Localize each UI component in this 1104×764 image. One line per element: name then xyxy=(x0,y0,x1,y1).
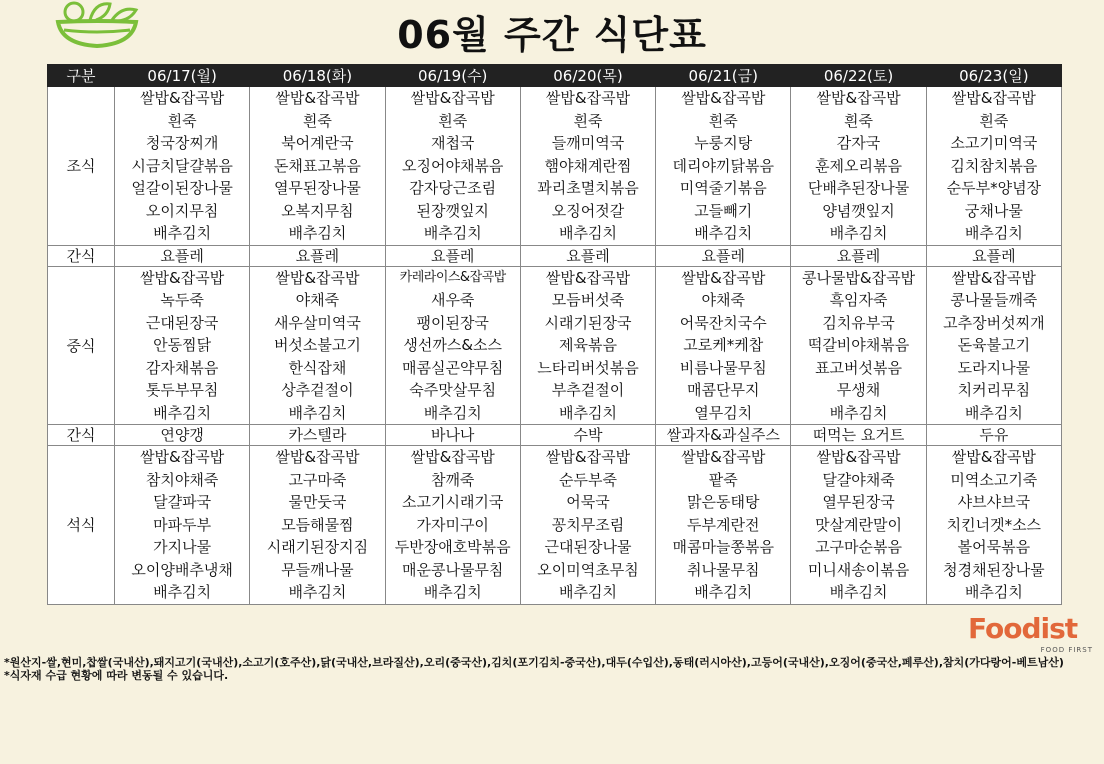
dish-item: 야채죽 xyxy=(295,291,340,309)
dish-item: 청국장찌개 xyxy=(145,134,219,152)
dish-item: 카레라이스&잡곡밥 xyxy=(399,269,506,285)
day-header: 06/19(수) xyxy=(385,65,520,87)
dish-item: 흰죽 xyxy=(438,111,468,130)
dish-item: 오징어야채볶음 xyxy=(401,156,504,175)
dish-item: 순두부*양념장 xyxy=(946,179,1042,197)
dish-item: 꽁치무조림 xyxy=(551,515,625,534)
dish-item: 흰죽 xyxy=(708,111,738,130)
dish-item: 순두부죽 xyxy=(559,470,617,489)
dish-item: 된장깻잎지 xyxy=(416,201,489,220)
dish-item: 누룽지탕 xyxy=(694,134,753,152)
dish-item: 맑은동태탕 xyxy=(687,493,760,511)
menu-cell xyxy=(926,446,1061,605)
menu-cell xyxy=(250,446,385,605)
menu-cell xyxy=(250,266,385,425)
dish-item: 김치참치볶음 xyxy=(950,156,1038,175)
dish-item: 오복지무침 xyxy=(281,201,354,220)
dish-item: 배추김치 xyxy=(694,583,753,601)
dish-item: 돈채표고볶음 xyxy=(273,156,361,175)
dish-item: 근대된장나물 xyxy=(544,538,632,556)
dish-item: 야채죽 xyxy=(701,291,745,309)
brand-name: Foodist xyxy=(968,612,1078,645)
dish-item: 쌀밥&잡곡밥 xyxy=(140,268,225,287)
dish-item: 샤브샤브국 xyxy=(957,493,1031,511)
dish-item: 배추김치 xyxy=(423,583,482,601)
dish-item: 배추김치 xyxy=(559,583,617,601)
dish-item: 배추김치 xyxy=(829,224,888,242)
dish-item: 치커리무침 xyxy=(957,381,1031,399)
dish-item: 데리야끼닭볶음 xyxy=(672,156,774,175)
dish-item: 쌀밥&잡곡밥 xyxy=(681,268,766,287)
dish-item: 안동찜닭 xyxy=(153,336,212,354)
dish-item: 오이지무침 xyxy=(145,201,219,220)
dish-item: 새우살미역국 xyxy=(273,313,361,332)
origin-note: *원산지-쌀,현미,찹쌀(국내산),돼지고기(국내산),소고기(호주산),닭(국내산,브라질산),오리(중국산),김치(포기김치-중국산),대두(수입산),동태(러시아산),고등어(국내산),오징어(중국산,페루산),참치(가다랑어-베트남산) xyxy=(4,656,1064,669)
dish-item: 쌀밥&잡곡밥 xyxy=(681,448,766,466)
dish-item: 흰죽 xyxy=(167,111,197,130)
dish-item: 감자당근조림 xyxy=(409,179,497,197)
dish-item: 매콤실곤약무침 xyxy=(401,358,504,377)
meal-label: 조식 xyxy=(48,87,115,246)
dish-item: 무생채 xyxy=(836,381,881,399)
dish-item: 근대된장국 xyxy=(145,313,219,332)
dish-item: 새우죽 xyxy=(430,291,475,309)
menu-cell xyxy=(791,87,926,246)
day-header: 06/18(화) xyxy=(250,65,385,87)
dish-item: 참깨죽 xyxy=(430,470,475,489)
dish-item: 녹두죽 xyxy=(160,291,204,309)
dish-item: 비름나물무침 xyxy=(679,358,767,377)
dish-item: 모듬버섯죽 xyxy=(551,291,625,309)
menu-cell: 요플레 xyxy=(385,245,520,266)
dish-item: 시래기된장국 xyxy=(544,313,632,332)
menu-cell: 연양갱 xyxy=(115,425,250,446)
dish-item: 열무된장나물 xyxy=(273,179,361,197)
menu-cell xyxy=(520,446,655,605)
dish-item: 부추겉절이 xyxy=(551,381,625,399)
dish-item: 소고기시래기국 xyxy=(401,493,504,511)
dish-item: 오징어젓갈 xyxy=(551,201,625,220)
dish-item: 두부계란전 xyxy=(687,515,760,534)
dish-item: 톳두부무침 xyxy=(145,381,219,399)
dish-item: 팥죽 xyxy=(708,470,738,489)
dish-item: 감자국 xyxy=(836,134,881,152)
dish-item: 떡갈비야채볶음 xyxy=(807,336,910,354)
dish-item: 팽이된장국 xyxy=(416,313,489,332)
dish-item: 훈제오리볶음 xyxy=(815,156,903,175)
dish-item: 맛살계란말이 xyxy=(815,515,903,534)
dish-item: 도라지나물 xyxy=(957,358,1031,377)
dish-item: 배추김치 xyxy=(288,224,347,242)
menu-cell xyxy=(656,446,791,605)
dish-item: 감자채볶음 xyxy=(145,358,219,377)
dish-item: 쌀밥&잡곡밥 xyxy=(410,448,495,466)
dish-item: 상추겉절이 xyxy=(281,381,354,399)
dish-item: 흰죽 xyxy=(302,111,332,130)
dish-item: 참치야채죽 xyxy=(145,470,219,489)
meal-row xyxy=(48,446,1062,605)
menu-cell: 바나나 xyxy=(385,425,520,446)
dish-item: 배추김치 xyxy=(964,224,1023,242)
dish-item: 배추김치 xyxy=(964,403,1023,422)
dish-item: 한식잡채 xyxy=(288,358,347,377)
menu-cell xyxy=(791,446,926,605)
day-header: 06/22(토) xyxy=(791,65,926,87)
dish-item: 쌀밥&잡곡밥 xyxy=(275,268,360,287)
menu-cell xyxy=(385,446,520,605)
meal-row xyxy=(48,87,1062,246)
meal-row xyxy=(48,266,1062,425)
dish-item: 열무된장국 xyxy=(822,493,895,511)
menu-cell: 요플레 xyxy=(791,245,926,266)
snack-row xyxy=(48,245,1062,266)
dish-item: 배추김치 xyxy=(153,583,212,601)
dish-item: 배추김치 xyxy=(559,224,617,242)
day-header: 06/23(일) xyxy=(926,65,1061,87)
dish-item: 배추김치 xyxy=(559,403,617,422)
dish-item: 배추김치 xyxy=(423,403,482,422)
dish-item: 재첩국 xyxy=(430,134,475,152)
menu-cell xyxy=(250,87,385,246)
dish-item: 매콤단무지 xyxy=(687,381,760,399)
dish-item: 꽈리초멸치볶음 xyxy=(537,179,639,197)
dish-item: 달걀파국 xyxy=(153,493,212,511)
dish-item: 청경채된장나물 xyxy=(943,560,1045,579)
dish-item: 배추김치 xyxy=(694,224,753,242)
menu-cell xyxy=(385,87,520,246)
dish-item: 어묵잔치국수 xyxy=(679,313,767,332)
category-header: 구분 xyxy=(48,65,115,87)
dish-item: 배추김치 xyxy=(423,224,482,242)
dish-item: 고들빼기 xyxy=(694,201,753,220)
dish-item: 쌀밥&잡곡밥 xyxy=(951,89,1036,107)
menu-cell xyxy=(520,87,655,246)
snack-row xyxy=(48,425,1062,446)
dish-item: 느타리버섯볶음 xyxy=(537,358,639,377)
page-title: 06월 주간 식단표 xyxy=(397,13,707,57)
menu-cell xyxy=(385,266,520,425)
dish-item: 고구마죽 xyxy=(288,470,347,489)
dish-item: 김치유부국 xyxy=(822,313,895,332)
dish-item: 시금치달걀볶음 xyxy=(131,156,233,175)
dish-item: 소고기미역국 xyxy=(950,134,1038,152)
notice-note: *식자재 수급 현황에 따라 변동될 수 있습니다. xyxy=(4,669,229,682)
dish-item: 흰죽 xyxy=(573,111,603,130)
menu-cell: 요플레 xyxy=(250,245,385,266)
dish-item: 표고버섯볶음 xyxy=(815,358,903,377)
dish-item: 햄야채계란찜 xyxy=(544,156,632,175)
dish-item: 가자미구이 xyxy=(416,515,489,534)
day-header: 06/20(목) xyxy=(520,65,655,87)
menu-cell xyxy=(791,266,926,425)
menu-cell: 떠먹는 요거트 xyxy=(791,425,926,446)
dish-item: 쌀밥&잡곡밥 xyxy=(545,89,631,107)
menu-cell xyxy=(656,87,791,246)
dish-item: 배추김치 xyxy=(829,403,888,422)
dish-item: 치킨너겟*소스 xyxy=(946,515,1042,534)
dish-item: 쌀밥&잡곡밥 xyxy=(140,448,225,466)
menu-cell: 요플레 xyxy=(520,245,655,266)
day-header: 06/21(금) xyxy=(656,65,791,87)
menu-cell: 수박 xyxy=(520,425,655,446)
dish-item: 무들깨나물 xyxy=(281,560,354,579)
meal-label: 중식 xyxy=(48,266,115,425)
dish-item: 쌀밥&잡곡밥 xyxy=(951,448,1036,466)
dish-item: 흰죽 xyxy=(844,111,874,130)
dish-item: 오이미역초무침 xyxy=(537,560,639,579)
dish-item: 쌀밥&잡곡밥 xyxy=(275,89,360,107)
dish-item: 쌀밥&잡곡밥 xyxy=(951,268,1036,287)
dish-item: 쌀밥&잡곡밥 xyxy=(140,89,225,107)
weekly-menu-table xyxy=(47,64,1062,605)
menu-cell xyxy=(115,446,250,605)
dish-item: 쌀밥&잡곡밥 xyxy=(545,268,631,287)
dish-item: 양념깻잎지 xyxy=(822,201,895,220)
dish-item: 미역소고기죽 xyxy=(950,470,1038,489)
dish-item: 볼어묵볶음 xyxy=(957,538,1031,556)
menu-cell: 요플레 xyxy=(926,245,1061,266)
dish-item: 어묵국 xyxy=(566,493,610,511)
dish-item: 배추김치 xyxy=(288,403,347,422)
dish-item: 고구마순볶음 xyxy=(815,538,903,556)
dish-item: 배추김치 xyxy=(964,583,1023,601)
dish-item: 매콤마늘쫑볶음 xyxy=(672,538,774,556)
dish-item: 돈육불고기 xyxy=(957,336,1031,354)
dish-item: 생선까스&소스 xyxy=(403,336,503,354)
dish-item: 두반장애호박볶음 xyxy=(394,538,511,556)
dish-item: 콩나물들깨죽 xyxy=(950,291,1038,309)
menu-cell xyxy=(115,87,250,246)
dish-item: 궁채나물 xyxy=(964,201,1023,220)
dish-item: 단배추된장나물 xyxy=(807,179,910,197)
dish-item: 들깨미역국 xyxy=(551,134,625,152)
dish-item: 물만둣국 xyxy=(288,493,347,511)
dish-item: 제육볶음 xyxy=(559,336,617,354)
dish-item: 쌀밥&잡곡밥 xyxy=(816,448,901,466)
dish-item: 오이양배추냉채 xyxy=(131,560,233,579)
dish-item: 쌀밥&잡곡밥 xyxy=(545,448,631,466)
dish-item: 배추김치 xyxy=(153,224,212,242)
day-header: 06/17(월) xyxy=(115,65,250,87)
dish-item: 쌀밥&잡곡밥 xyxy=(681,89,766,107)
menu-cell: 쌀과자&과실주스 xyxy=(656,425,791,446)
dish-item: 쌀밥&잡곡밥 xyxy=(275,448,360,466)
meal-label: 석식 xyxy=(48,446,115,605)
menu-cell xyxy=(115,266,250,425)
dish-item: 열무김치 xyxy=(694,403,753,422)
meal-label: 간식 xyxy=(48,245,115,266)
dish-item: 버섯소불고기 xyxy=(273,336,361,354)
dish-item: 미역줄기볶음 xyxy=(679,179,767,197)
table-header-row xyxy=(48,65,1062,87)
dish-item: 흑임자죽 xyxy=(829,291,888,309)
dish-item: 달걀야채죽 xyxy=(822,470,895,489)
footnotes xyxy=(4,656,1064,682)
dish-item: 마파두부 xyxy=(153,515,212,534)
dish-item: 쌀밥&잡곡밥 xyxy=(410,89,495,107)
brand-tagline: FOOD FIRST xyxy=(1040,646,1093,654)
menu-cell: 요플레 xyxy=(115,245,250,266)
dish-item: 배추김치 xyxy=(829,583,888,601)
dish-item: 매운콩나물무침 xyxy=(401,560,504,579)
dish-item: 배추김치 xyxy=(288,583,347,601)
menu-cell xyxy=(520,266,655,425)
menu-cell: 요플레 xyxy=(656,245,791,266)
dish-item: 흰죽 xyxy=(979,111,1009,130)
dish-item: 쌀밥&잡곡밥 xyxy=(816,89,901,107)
foodist-logo xyxy=(968,612,1093,654)
dish-item: 가지나물 xyxy=(153,538,212,556)
dish-item: 고로케*케찹 xyxy=(683,336,764,354)
menu-cell: 카스텔라 xyxy=(250,425,385,446)
dish-item: 북어계란국 xyxy=(281,134,354,152)
meal-label: 간식 xyxy=(48,425,115,446)
dish-item: 배추김치 xyxy=(153,403,212,422)
dish-item: 얼갈이된장나물 xyxy=(131,179,233,197)
dish-item: 숙주맛살무침 xyxy=(409,381,497,399)
menu-cell xyxy=(656,266,791,425)
dish-item: 모듬해물찜 xyxy=(281,515,354,534)
dish-item: 고추장버섯찌개 xyxy=(943,313,1045,332)
dish-item: 콩나물밥&잡곡밥 xyxy=(801,268,916,287)
menu-cell xyxy=(926,266,1061,425)
dish-item: 미니새송이볶음 xyxy=(807,560,910,579)
dish-item: 시래기된장지짐 xyxy=(266,538,369,556)
menu-cell: 두유 xyxy=(926,425,1061,446)
dish-item: 취나물무침 xyxy=(687,560,760,579)
menu-cell xyxy=(926,87,1061,246)
